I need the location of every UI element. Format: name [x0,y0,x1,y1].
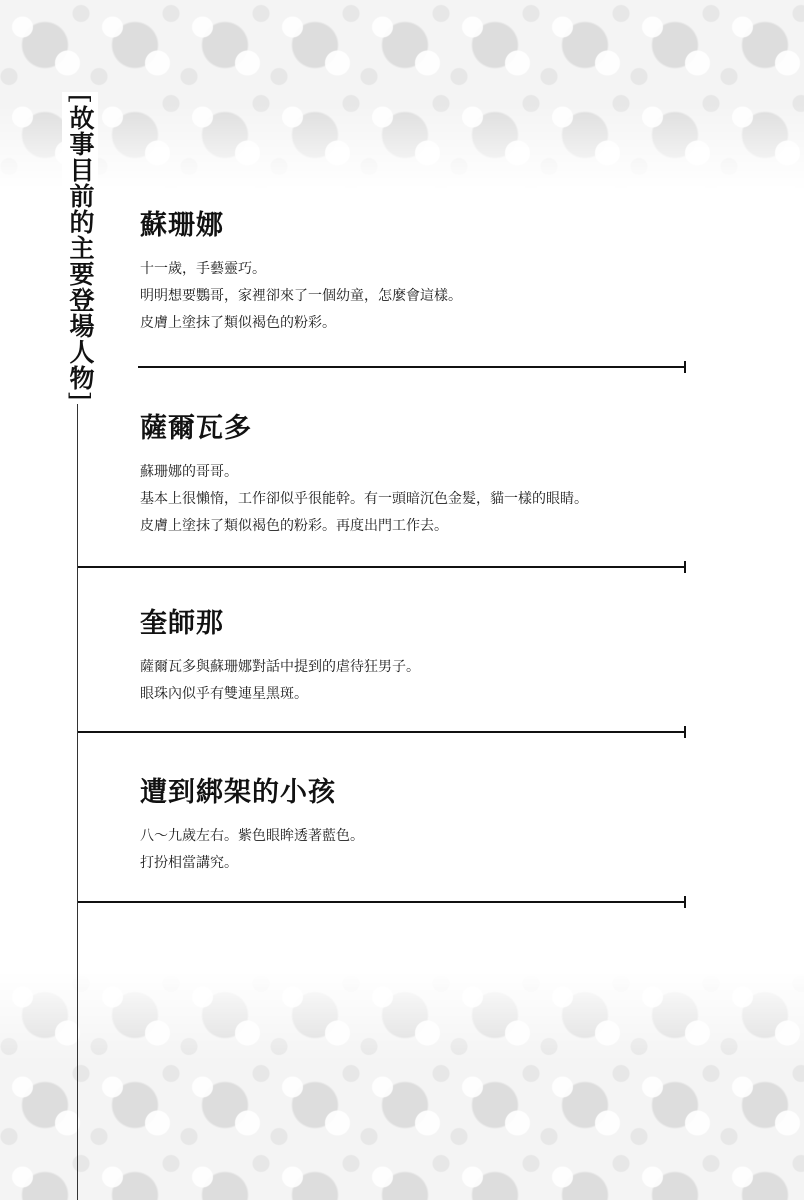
title-bracket-close: ] [66,390,95,402]
page-title-text: 故事目前的主要登場人物 [66,104,95,391]
character-name: 奎師那 [140,608,224,639]
character-description-line: 皮膚上塗抹了類似褐色的粉彩。 [140,315,336,331]
character-description-line: 蘇珊娜的哥哥。 [140,464,238,480]
character-description-line: 打扮相當講究。 [140,855,238,871]
character-name: 遭到綁架的小孩 [140,777,336,808]
title-bracket-open: [ [66,94,95,105]
vertical-divider [77,370,78,1200]
character-description-line: 薩爾瓦多與蘇珊娜對話中提到的虐待狂男子。 [140,659,420,675]
section-divider [78,731,685,733]
character-description-line: 基本上很懶惰，工作卻似乎很能幹。有一頭暗沉色金髮，貓一樣的眼睛。 [140,491,588,507]
character-description-line: 十一歲，手藝靈巧。 [140,261,266,277]
character-description-line: 明明想要鸚哥，家裡卻來了一個幼童，怎麼會這樣。 [140,288,462,304]
damask-top-border [0,0,804,190]
damask-bottom-border [0,970,804,1200]
page-title [62,92,98,404]
character-description-line: 皮膚上塗抹了類似褐色的粉彩。再度出門工作去。 [140,518,448,534]
section-divider [78,901,685,903]
section-divider [138,366,685,368]
character-name: 薩爾瓦多 [140,413,252,444]
character-entry [140,203,685,337]
character-entry [140,601,685,708]
character-description-line: 八～九歲左右。紫色眼眸透著藍色。 [140,828,364,844]
section-divider [78,566,685,568]
character-entry [140,406,685,540]
character-name: 蘇珊娜 [140,210,224,241]
character-entry [140,770,685,877]
character-description-line: 眼珠內似乎有雙連星黑斑。 [140,686,308,702]
